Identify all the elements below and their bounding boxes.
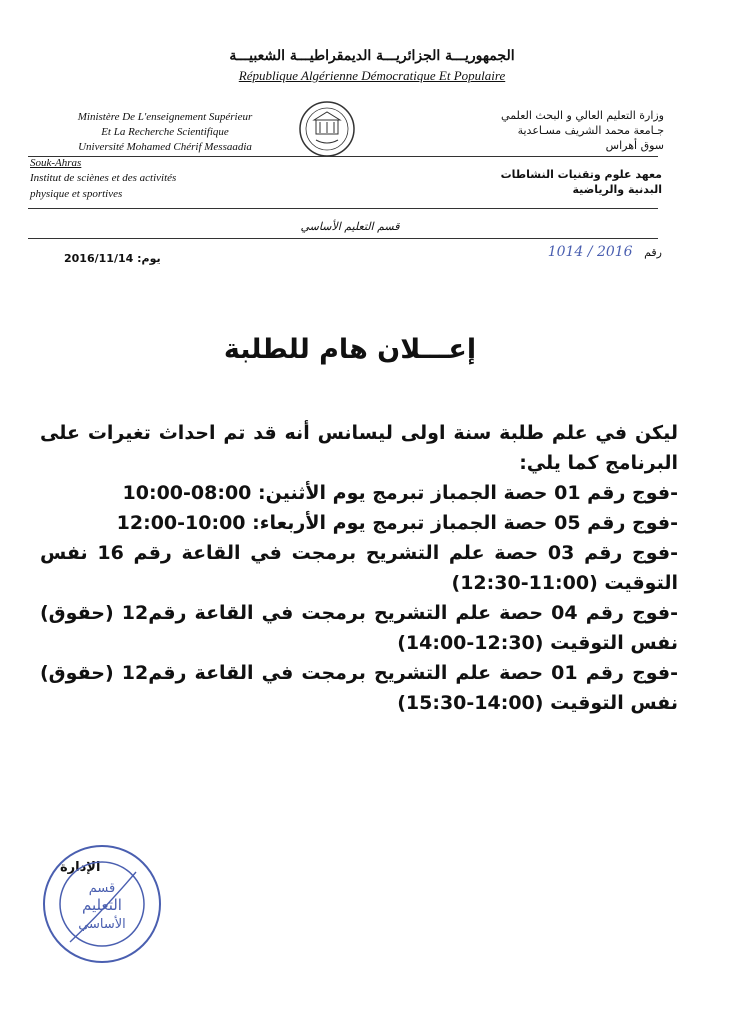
ministry-line: Et La Recherche Scientifique — [101, 126, 229, 138]
university-logo-icon — [296, 100, 358, 158]
announcement-line: -فوج رقم 03 حصة علم التشريح برمجت في القاعة رقم 16 نفس التوقيت (11:00-12:30) — [40, 542, 678, 594]
ref-handwritten: 2016 / 1014 — [547, 244, 633, 260]
announcement-line: -فوج رقم 01 حصة الجمباز تبرمج يوم الأثنين: 08:00-10:00 — [122, 482, 678, 504]
announcement-line: -فوج رقم 01 حصة علم التشريح برمجت في القاعة رقم12 (حقوق) نفس التوقيت (14:00-15:30) — [40, 662, 679, 714]
announcement-heading: إعـــلان هام للطلبة — [223, 334, 477, 365]
stamp-line: التعليم — [82, 896, 122, 914]
divider — [28, 238, 658, 239]
institute-line: physique et sportives — [30, 188, 123, 200]
divider — [28, 208, 658, 209]
administration-label: الإدارة — [60, 860, 101, 875]
ministry-block-fr — [50, 110, 280, 155]
date-line — [64, 252, 161, 265]
announcement-body — [40, 418, 678, 718]
ref-label: رقم — [644, 246, 662, 259]
department-stamp-icon — [40, 842, 164, 966]
department-title: قسم التعليم الأساسي — [300, 220, 400, 233]
institute-fr — [30, 170, 176, 202]
announcement-line: -فوج رقم 05 حصة الجمباز تبرمج يوم الأربعاء: 10:00-12:00 — [116, 512, 678, 534]
announcement-line: ليكن في علم طلبة سنة اولى ليسانس أنه قد تم احداث تغيرات على البرنامج كما يلي: — [40, 422, 678, 474]
city-fr: Souk-Ahras — [30, 157, 82, 169]
ministry-block-ar — [464, 108, 664, 153]
ministry-line: جـامعة محمد الشريف مسـاعدية — [517, 124, 664, 137]
republic-title-ar: الجمهوريـــة الجزائريـــة الديمقراطيـــة الشعبيـــة — [229, 48, 515, 64]
stamp-line: الأساسي — [78, 917, 126, 932]
ministry-line: Université Mohamed Chérif Messaadia — [78, 141, 252, 153]
institute-line: البدنية والرياضية — [572, 183, 662, 196]
republic-title-fr: République Algérienne Démocratique Et Populaire — [238, 68, 506, 83]
institute-ar — [432, 167, 662, 197]
date-label: يوم: — [137, 252, 161, 265]
divider — [28, 156, 658, 157]
ministry-line: سوق أهراس — [605, 139, 664, 152]
reference-line — [548, 244, 662, 260]
institute-line: Institut de sciènes et des activités — [30, 172, 177, 184]
stamp-line: قسم — [88, 881, 116, 896]
ministry-line: Ministère De L'enseignement Supérieur — [77, 111, 253, 123]
announcement-line: -فوج رقم 04 حصة علم التشريح برمجت في القاعة رقم12 (حقوق) نفس التوقيت (12:30-14:00) — [40, 602, 679, 654]
ministry-line: وزارة التعليم العالي و البحث العلمي — [501, 109, 664, 122]
institute-line: معهد علوم وتقنيات النشاطات — [500, 168, 662, 181]
date-value: 2016/11/14 — [64, 252, 134, 265]
